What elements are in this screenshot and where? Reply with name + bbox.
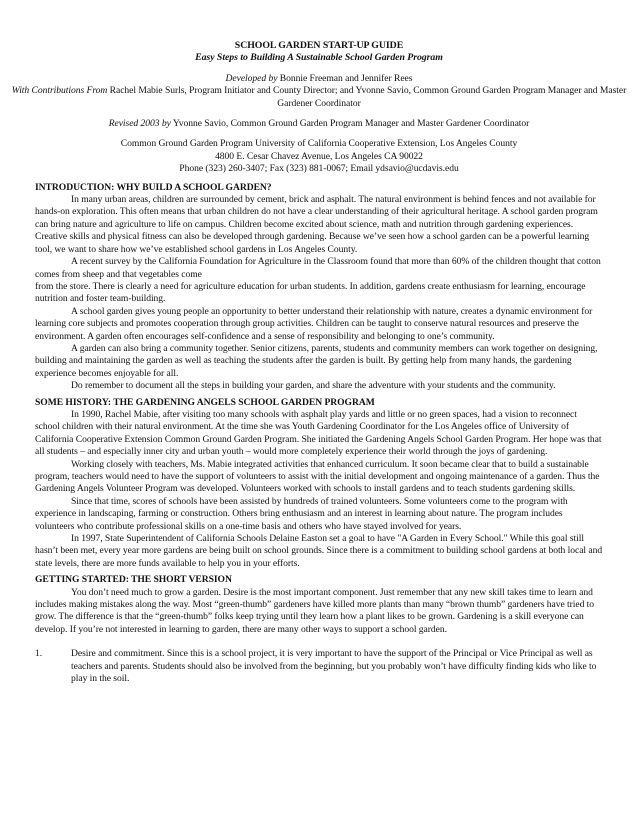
organization-line: Common Ground Garden Program University of California Cooperative Extension, Los Angeles County (120, 138, 518, 150)
developed-by-names: Bonnie Freeman and Jennifer Rees (279, 72, 413, 84)
step-text: Desire and commitment. Since this is a school project, it is very important to have the support of the Principal or Vice Principal as well as teachers and parents. Students should also be involved from the beginning, but you probably won’t have difficulty finding kids who like to play in the soil. (71, 648, 597, 685)
paragraph: Do remember to document all the steps in building your garden, and share the adventure with your students and the community. (71, 380, 556, 392)
section-heading-history: SOME HISTORY: THE GARDENING ANGELS SCHOOL GARDEN PROGRAM (35, 396, 375, 408)
document-page (11, 40, 627, 686)
paragraph: In 1990, Rachel Mabie, after visiting too many schools with asphalt play yards and little or no green spaces, had a vision to reconnect school children with their natural environment. At the time she was Youth Gardening Coordinator for the Los Angeles office of University of California Cooperative Extension Common Ground Garden Program. She initiated the Gardening Angels School Garden Program. Her hope was that all students – and especially inner city and urban youth – would more completely experience their world through the joys of gardening. (35, 408, 602, 458)
section-heading-getting-started: GETTING STARTED: THE SHORT VERSION (35, 574, 232, 586)
contributions-label: With Contributions From (11, 85, 108, 97)
contributions-line (9, 85, 629, 110)
document-subtitle: Easy Steps to Building A Sustainable School Garden Program (195, 52, 443, 64)
developed-by-label: Developed by (225, 72, 278, 84)
step-number: 1. (35, 648, 43, 660)
paragraph: A school garden gives young people an opportunity to better understand their relationship with nature, creates a dynamic environment for learning core subjects and promotes cooperation through group activities. Children can be taught to conserve natural resources and preserve the environment. A garden often encourages self-confidence and a sense of responsibility and belonging to one’s community. (35, 305, 593, 342)
developed-by-line (35, 73, 603, 85)
paragraph: from the store. There is clearly a need for agriculture education for urban students. In addition, gardens create enthusiasm for learning, encourage nutrition and foster team-building. (35, 280, 586, 305)
contact-line: Phone (323) 260-3407; Fax (323) 881-0067; Email ydsavio@ucdavis.edu (179, 163, 459, 175)
paragraph: Working closely with teachers, Ms. Mabie integrated activities that enhanced curriculum. It soon became clear that to build a sustainable program, teachers would need to have the support of volunteers to assist with the initial development and ongoing maintenance of a garden. Thus the Gardening Angels Volunteer Program was developed. Volunteers worked with schools to install gardens and to teach students gardening skills. (35, 458, 600, 495)
address-line: 4800 E. Cesar Chavez Avenue, Los Angeles CA 90022 (215, 150, 423, 162)
revised-label: Revised 2003 by (108, 118, 171, 130)
paragraph: In many urban areas, children are surrounded by cement, brick and asphalt. The natural environment is behind fences and not available for hands-on exploration. This often means that urban children do not have a clear understanding of their agricultural heritage. A school garden program can bring nature and agriculture to life on campus. Children become excited about science, math and nutrition through gardening experiences. Creative skills and physical fitness can also be developed through gardening. Because we’ve seen how a school garden can be a powerful learning tool, we want to share how we’ve established school gardens in Los Angeles County. (35, 194, 598, 255)
section-heading-introduction: INTRODUCTION: WHY BUILD A SCHOOL GARDEN? (35, 181, 272, 193)
paragraph: A recent survey by the California Foundation for Agriculture in the Classroom found that more than 60% of the children thought that cotton comes from sheep and that vegetables come (35, 256, 601, 280)
paragraph: You don’t need much to grow a garden. Desire is the most important component. Just remember that any new skill takes time to learn and includes making mistakes along the way. Most “green-thumb” gardeners have killed more plants than many “brown thumb” gardeners have tried to grow. The difference is that the “green-thumb” folks keep trying until they learn how a plant likes to be grown. Gardening is a skill everyone can develop. If you’re not interested in learning to garden, there are many other ways to support a school garden. (35, 586, 595, 635)
contributions-names: Rachel Mabie Surls, Program Initiator and County Director; and Yvonne Savio, Common Ground Garden Program Manager and Master Gardener Coordinator (109, 85, 627, 109)
paragraph: A garden can also bring a community together. Senior citizens, parents, students and community members can work together on designing, building and maintaining the garden as well as teaching the students after the garden is built. By getting help from many hands, the gardening experience becomes enjoyable for all. (35, 342, 598, 379)
revised-names: Yvonne Savio, Common Ground Garden Program Manager and Master Gardener Coordinator (172, 118, 530, 130)
revised-line (25, 118, 613, 130)
paragraph: Since that time, scores of schools have been assisted by hundreds of trained volunteers. Some volunteers come to the program with experience in landscaping, farming or construction. Others bring enthusiasm and an interest in learning about nature. The program includes volunteers who contribute professional skills on a one-time basis and others who have stayed involved for years. (35, 495, 568, 532)
numbered-step (35, 648, 603, 685)
document-title: SCHOOL GARDEN START-UP GUIDE (234, 40, 404, 51)
paragraph: In 1997, State Superintendent of California Schools Delaine Easton set a goal to have "A Garden in Every School." While this goal still hasn’t been met, every year more gardens are being built on school grounds. Since there is a commitment to building school gardens at both local and state levels, there are more funds available to help you in your efforts. (35, 533, 603, 569)
